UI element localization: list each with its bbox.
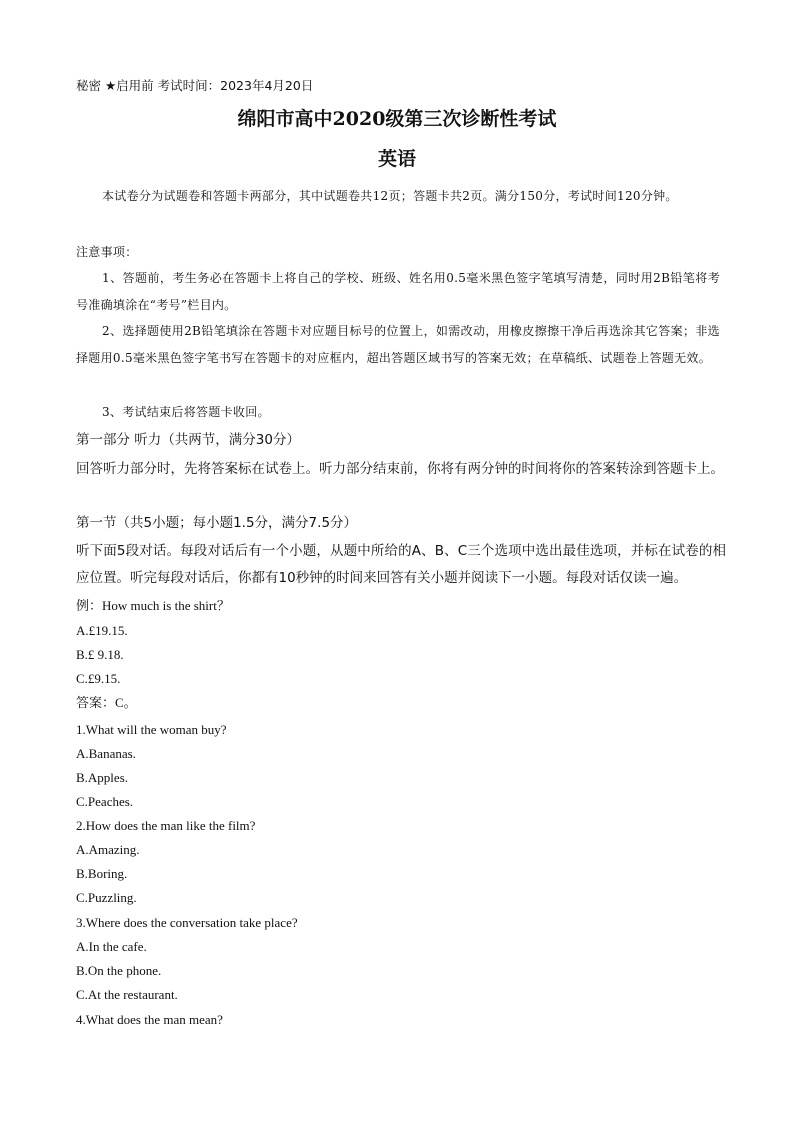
question-2-option-a: A.Amazing. — [76, 842, 140, 857]
question-1-option-b: B.Apples. — [76, 770, 128, 785]
example-question: 例：How much is the shirt？ — [76, 598, 230, 613]
intro-paragraph: 本试卷分为试题卷和答题卡两部分，其中试题卷共12页；答题卡共2页。满分150分，考试时间120分钟。 — [102, 189, 678, 203]
section1-heading: 第一节（共5小题；每小题1.5分，满分7.5分） — [76, 515, 358, 531]
section1-instruction: 听下面5段对话。每段对话后有一个小题，从题中所给的A、B、C三个选项中选出最佳选项，并标在试卷的相应位置。听完每段对话后，你都有10秒钟的时间来回答有关小题并阅读下一小题。每段对话仅读一遍。 — [76, 543, 726, 586]
question-2-option-b: B.Boring. — [76, 866, 128, 881]
question-3-option-c: C.At the restaurant. — [76, 987, 178, 1002]
question-1-option-c: C.Peaches. — [76, 794, 134, 809]
question-4: 4.What does the man mean? — [76, 1012, 223, 1027]
part1-instruction: 回答听力部分时，先将答案标在试卷上。听力部分结束前，你将有两分钟的时间将你的答案转涂到答题卡上。 — [76, 461, 724, 477]
notice-item-3: 3、考试结束后将答题卡收回。 — [102, 405, 270, 419]
exam-meta-line: 秘密 ★启用前 考试时间：2023年4月20日 — [76, 78, 314, 93]
exam-title: 绵阳市高中2020级第三次诊断性考试 — [237, 108, 557, 130]
example-answer: 答案：C。 — [76, 695, 137, 710]
notice-item-1: 1、答题前，考生务必在答题卡上将自己的学校、班级、姓名用0.5毫米黑色签字笔填写清楚，同时用2B铅笔将考号准确填涂在“考号”栏目内。 — [76, 271, 720, 312]
notice-item-2: 2、选择题使用2B铅笔填涂在答题卡对应题目标号的位置上，如需改动，用橡皮擦擦干净后再选涂其它答案；非选择题用0.5毫米黑色签字笔书写在答题卡的对应框内，超出答题区域书写的答案无效；在草稿纸、试题卷上答题无效。 — [76, 324, 720, 365]
question-2-option-c: C.Puzzling. — [76, 890, 137, 905]
question-3-option-b: B.On the phone. — [76, 963, 162, 978]
question-1: 1.What will the woman buy? — [76, 722, 227, 737]
example-option-b: B.£ 9.18. — [76, 647, 124, 662]
notice-heading: 注意事项： — [76, 245, 138, 259]
question-2: 2.How does the man like the film? — [76, 818, 256, 833]
part1-heading: 第一部分 听力（共两节，满分30分） — [76, 432, 300, 448]
example-option-c: C.£9.15. — [76, 671, 121, 686]
exam-subject: 英语 — [377, 148, 416, 170]
example-option-a: A.£19.15. — [76, 623, 128, 638]
question-3: 3.Where does the conversation take place? — [76, 915, 298, 930]
question-1-option-a: A.Bananas. — [76, 746, 136, 761]
question-3-option-a: A.In the cafe. — [76, 939, 147, 954]
